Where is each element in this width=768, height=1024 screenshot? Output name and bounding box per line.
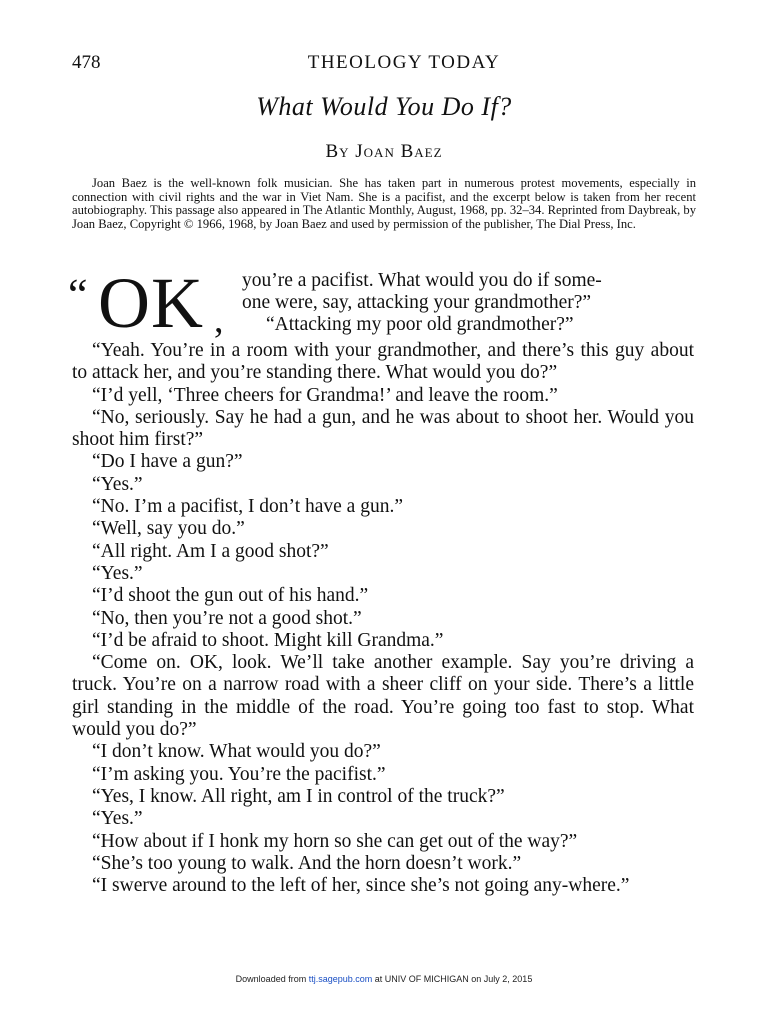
paragraph: “I’d shoot the gun out of his hand.” bbox=[92, 585, 369, 607]
article-title: What Would You Do If? bbox=[256, 92, 512, 121]
paragraph: “I swerve around to the left of her, since she’s not going any-where.” bbox=[92, 875, 630, 897]
journal-title: THEOLOGY TODAY bbox=[307, 52, 501, 73]
download-footer bbox=[0, 974, 768, 984]
editorial-note-text: Joan Baez is the well-known folk musician. She has taken part in numerous protest movements, especially in connection with civil rights and the war in Viet Nam. She is a pacifist, and the excerpt below is taken from her recent autobiography. This passage also appeared in The Atlantic Monthly, August, 1968, pp. 32–34. Reprinted from Daybreak, by Joan Baez, Copyright © 1966, 1968, by Joan Baez and used by permission of the publisher, The Dial Press, Inc. bbox=[72, 176, 696, 231]
drop-cap-letters: OK bbox=[98, 263, 204, 343]
paragraph: “Yes.” bbox=[92, 473, 143, 495]
paragraph: “All right. Am I a good shot?” bbox=[92, 540, 329, 562]
paragraph: “Yeah. You’re in a room with your grandmother, and there’s this guy about to attack her, and you’re standing there. What would you do?” bbox=[72, 340, 694, 384]
opening-line: “Attacking my poor old grandmother?” bbox=[266, 314, 574, 335]
paragraph: “I’d yell, ‘Three cheers for Grandma!’ and leave the room.” bbox=[92, 384, 558, 406]
footer-source-link[interactable]: ttj.sagepub.com bbox=[308, 974, 373, 984]
drop-cap-quote: “ bbox=[68, 270, 88, 319]
paragraph: “I don’t know. What would you do?” bbox=[92, 741, 381, 763]
paragraph: “I’m asking you. You’re the pacifist.” bbox=[92, 763, 386, 785]
running-header bbox=[72, 52, 696, 78]
page-number: 478 bbox=[72, 52, 101, 73]
paragraph: “How about if I honk my horn so she can get out of the way?” bbox=[92, 830, 578, 852]
footer-prefix: Downloaded from bbox=[235, 974, 309, 984]
paragraph: “Do I have a gun?” bbox=[92, 451, 243, 473]
paragraph: “No. I’m a pacifist, I don’t have a gun.” bbox=[92, 496, 403, 518]
editorial-note bbox=[72, 177, 696, 231]
paragraph: “Yes.” bbox=[92, 562, 143, 584]
footer-suffix: at UNIV OF MICHIGAN on July 2, 2015 bbox=[372, 974, 533, 984]
drop-cap-comma: , bbox=[214, 299, 224, 341]
paragraph: “No, then you’re not a good shot.” bbox=[92, 607, 362, 629]
paragraph: “She’s too young to walk. And the horn doesn’t work.” bbox=[92, 852, 522, 874]
paragraph: “Yes, I know. All right, am I in control of the truck?” bbox=[92, 785, 505, 807]
opening-line: you’re a pacifist. What would you do if some- bbox=[242, 270, 602, 291]
paragraph: “Well, say you do.” bbox=[92, 518, 245, 540]
author-byline: By Joan Baez bbox=[325, 141, 443, 162]
opening-lines bbox=[242, 270, 694, 336]
opening-line: one were, say, attacking your grandmother?” bbox=[242, 292, 592, 313]
paragraph: “No, seriously. Say he had a gun, and he was about to shoot her. Would you shoot him first?” bbox=[72, 406, 694, 451]
paragraph: “I’d be afraid to shoot. Might kill Grandma.” bbox=[92, 629, 444, 651]
paragraph: “Yes.” bbox=[92, 808, 143, 830]
article-body bbox=[72, 340, 694, 897]
drop-cap bbox=[68, 265, 238, 345]
paragraph: “Come on. OK, look. We’ll take another example. Say you’re driving a truck. You’re on a narrow road with a sheer cliff on your side. There’s a little girl standing in the middle of the road. You’re going too fast to stop. What would you do?” bbox=[72, 652, 694, 741]
